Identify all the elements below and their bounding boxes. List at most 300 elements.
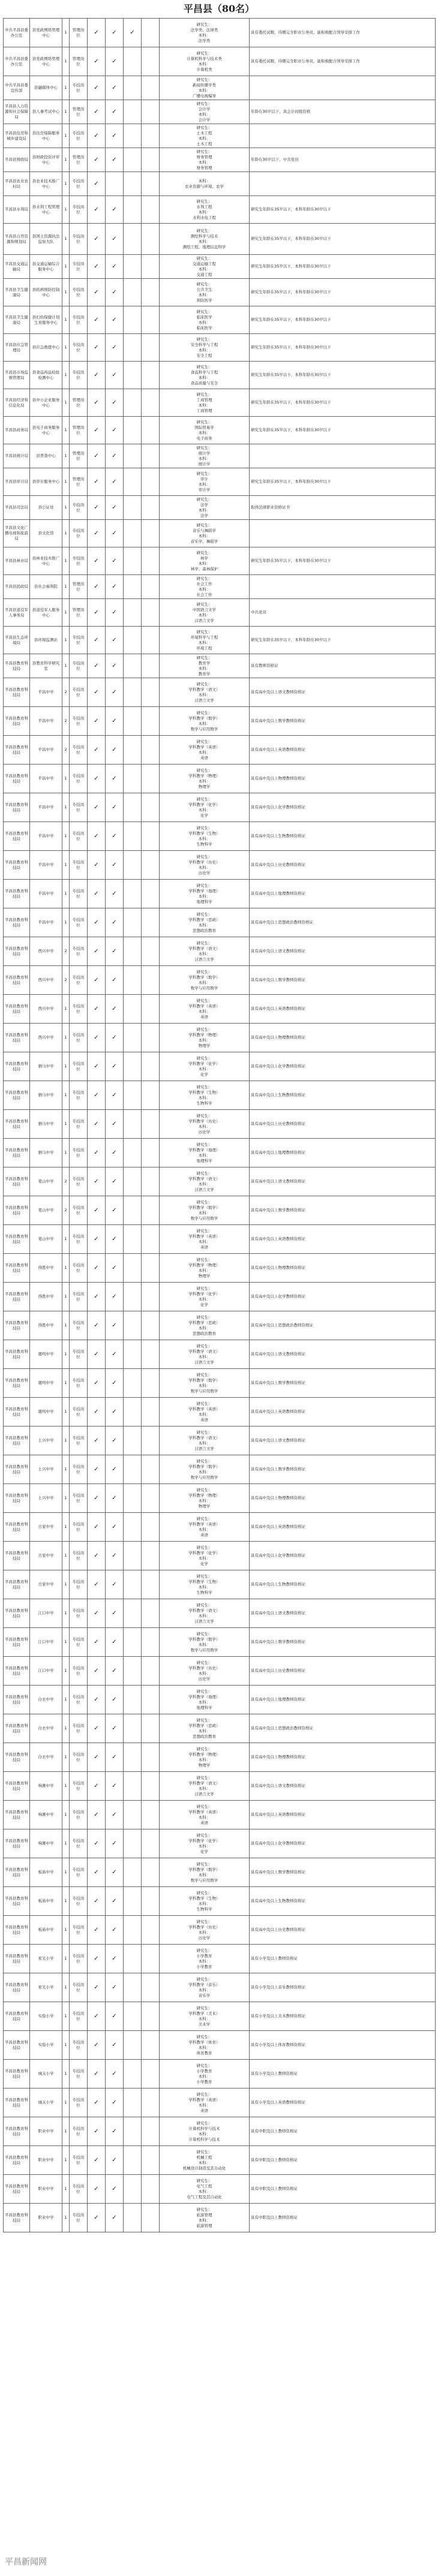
cell-type: 专技岗位 — [70, 851, 88, 880]
cell-check — [88, 995, 106, 1024]
cell-check — [106, 1196, 124, 1225]
cell-type: 专技岗位 — [70, 124, 88, 148]
check-icon: ✓ — [112, 529, 117, 537]
cell-check — [124, 2060, 142, 2089]
cell-count: 1 — [62, 2117, 70, 2146]
cell-check — [124, 1024, 142, 1052]
cell-check — [106, 1829, 124, 1858]
cell-check — [88, 1887, 106, 1916]
cell-check — [142, 2146, 160, 2175]
check-icon: ✓ — [112, 1753, 117, 1761]
check-icon: ✓ — [112, 316, 117, 323]
check-icon: ✓ — [94, 426, 99, 434]
cell-requirement: 研究生： 学科教学（生物） 本科： 生物科学 — [160, 822, 250, 851]
cell-check — [88, 172, 106, 196]
cell-check — [142, 1570, 160, 1599]
cell-check — [88, 1455, 106, 1484]
cell-requirement: 研究生： 学科教学（数学） 本科： 数学与应用数学 — [160, 1455, 250, 1484]
cell-org: 平昌中学 — [30, 678, 62, 707]
cell-check — [142, 47, 160, 76]
table-row — [4, 196, 436, 224]
check-icon: ✓ — [112, 557, 117, 564]
cell-check — [142, 2175, 160, 2204]
cell-check — [124, 1714, 142, 1743]
cell-requirement: 研究生： 学科教学（语文） 本科： 汉语言文学 — [160, 1167, 250, 1196]
cell-requirement: 研究生： 学科教学（化学） 本科： 化学 — [160, 1829, 250, 1858]
cell-type: 专技岗位 — [70, 1311, 88, 1340]
cell-requirement: 研究生： 新闻传播学类 本科： 广播电视编导 — [160, 76, 250, 100]
cell-check — [88, 100, 106, 124]
table-row — [4, 2089, 436, 2117]
cell-check — [106, 1916, 124, 1945]
cell-note: 具有高中及以上历史教师资格证 — [250, 851, 436, 880]
check-icon: ✓ — [112, 1322, 117, 1329]
cell-count: 1 — [62, 908, 70, 937]
check-icon: ✓ — [94, 1178, 99, 1185]
cell-check — [106, 124, 124, 148]
cell-note — [250, 124, 436, 148]
cell-requirement: 研究生： 学科教学（地理） 本科： 地理科学 — [160, 1139, 250, 1167]
cell-note: 具有中职及以上教师资格证 — [250, 2117, 436, 2146]
cell-org: 星光小学 — [30, 1945, 62, 1973]
cell-type: 专技岗位 — [70, 908, 88, 937]
cell-org: 县应急救援中心 — [30, 334, 62, 362]
cell-type: 专技岗位 — [70, 2060, 88, 2089]
cell-note: 具有高中及以上英语教师资格证 — [250, 1398, 436, 1427]
cell-check — [124, 793, 142, 822]
cell-check — [142, 1369, 160, 1398]
cell-type: 专技岗位 — [70, 793, 88, 822]
cell-type: 专技岗位 — [70, 1973, 88, 2002]
cell-type: 专技岗位 — [70, 2175, 88, 2204]
table-row — [4, 2175, 436, 2204]
check-icon: ✓ — [94, 2041, 99, 2048]
cell-check — [142, 1340, 160, 1369]
cell-unit: 平昌县经济和信息化局 — [4, 389, 30, 417]
cell-check — [142, 2117, 160, 2146]
cell-requirement: 研究生： 学科教学（物理） 本科： 物理学 — [160, 1484, 250, 1513]
check-icon: ✓ — [112, 947, 117, 955]
cell-requirement: 研究生： 电气工程 本科： 电气工程及其自动化 — [160, 2175, 250, 2204]
cell-count: 1 — [62, 389, 70, 417]
check-icon: ✓ — [112, 804, 117, 811]
cell-requirement: 研究生： 环境科学与工程 本科： 环境工程 — [160, 627, 250, 654]
cell-check — [106, 2002, 124, 2031]
cell-check — [142, 496, 160, 520]
table-row — [4, 334, 436, 362]
cell-note: 具有高中及以上语文教师资格证 — [250, 1599, 436, 1628]
check-icon: ✓ — [112, 452, 117, 459]
cell-note: 具有高中及以上语文教师资格证 — [250, 1340, 436, 1369]
cell-check — [88, 599, 106, 627]
cell-type: 专技岗位 — [70, 1714, 88, 1743]
cell-check — [142, 654, 160, 678]
check-icon: ✓ — [112, 1178, 117, 1185]
table-row — [4, 822, 436, 851]
cell-type: 专技岗位 — [70, 1916, 88, 1945]
cell-org: 县农业技术推广中心 — [30, 172, 62, 196]
cell-unit: 平昌县教育科技局 — [4, 1887, 30, 1916]
cell-check — [124, 1427, 142, 1455]
table-row — [4, 2060, 436, 2089]
cell-requirement: 研究生： 学科教学（英语） 本科： 英语 — [160, 1398, 250, 1427]
cell-note: 具有教师资格证 — [250, 654, 436, 678]
check-icon: ✓ — [112, 1149, 117, 1156]
table-row — [4, 1484, 436, 1513]
check-icon: ✓ — [112, 1264, 117, 1271]
cell-check — [106, 1801, 124, 1829]
cell-check — [124, 520, 142, 547]
table-row — [4, 937, 436, 966]
cell-org: 平昌中学 — [30, 822, 62, 851]
cell-requirement: 研究生： 学科教学（化学） 本科： 化学 — [160, 1283, 250, 1311]
check-icon: ✓ — [112, 1350, 117, 1358]
cell-count: 1 — [62, 599, 70, 627]
table-row — [4, 1398, 436, 1427]
cell-type: 专技岗位 — [70, 1801, 88, 1829]
cell-type: 专技岗位 — [70, 678, 88, 707]
cell-check — [88, 362, 106, 389]
cell-check — [142, 1657, 160, 1686]
cell-org: 城关小学 — [30, 2089, 62, 2117]
cell-requirement: 研究生： 学科教学（数学） 本科： 数学与应用数学 — [160, 1196, 250, 1225]
check-icon: ✓ — [112, 1840, 117, 1847]
cell-check — [88, 19, 106, 47]
cell-unit: 平昌县教育科技局 — [4, 1398, 30, 1427]
check-icon: ✓ — [112, 58, 117, 65]
cell-count: 1 — [62, 148, 70, 172]
check-icon: ✓ — [112, 344, 117, 351]
check-icon: ✓ — [112, 1782, 117, 1789]
cell-requirement: 研究生： 学科教学（思政） 本科： 思想政治教育 — [160, 1714, 250, 1743]
check-icon: ✓ — [112, 1897, 117, 1904]
cell-org: 县普查中心 — [30, 444, 62, 468]
cell-check — [124, 1973, 142, 2002]
cell-unit: 平昌县教育科技局 — [4, 880, 30, 908]
cell-check — [88, 1628, 106, 1657]
cell-check — [88, 2089, 106, 2117]
cell-check — [88, 1283, 106, 1311]
cell-check — [142, 100, 160, 124]
cell-count: 1 — [62, 1110, 70, 1139]
cell-org: 县水利工程管理中心 — [30, 196, 62, 224]
cell-check — [142, 1484, 160, 1513]
check-icon: ✓ — [94, 919, 99, 926]
cell-unit: 平昌县教育科技局 — [4, 1801, 30, 1829]
cell-check — [106, 1973, 124, 2002]
cell-check — [124, 2031, 142, 2060]
cell-type: 专技岗位 — [70, 822, 88, 851]
cell-check — [124, 2089, 142, 2117]
cell-org: 县退役军人服务中心 — [30, 599, 62, 627]
cell-check — [88, 1657, 106, 1686]
check-icon: ✓ — [94, 717, 99, 724]
cell-requirement: 研究生： 学科教学（历史） 本科： 历史学 — [160, 1657, 250, 1686]
check-icon: ✓ — [112, 1955, 117, 1962]
cell-note: 具有小学及以上体育教师资格证 — [250, 2031, 436, 2060]
cell-note: 具有高中及以上物理教师资格证 — [250, 1254, 436, 1283]
check-icon: ✓ — [112, 108, 117, 115]
table-row — [4, 1254, 436, 1283]
cell-check — [142, 707, 160, 736]
cell-requirement: 研究生： 水利工程 本科： 水利水电工程 — [160, 196, 250, 224]
cell-org: 县食品药品检验检测中心 — [30, 362, 62, 389]
cell-count: 1 — [62, 172, 70, 196]
table-row — [4, 306, 436, 334]
cell-check — [124, 1858, 142, 1887]
table-row — [4, 2204, 436, 2232]
cell-count: 1 — [62, 2089, 70, 2117]
cell-requirement: 研究生： 法学 本科： 法学 — [160, 496, 250, 520]
cell-check — [88, 822, 106, 851]
cell-requirement: 研究生： 林学 本科： 林学、森林保护 — [160, 547, 250, 575]
cell-check — [106, 765, 124, 793]
cell-note: 年龄在30岁以下，中共党员 — [250, 148, 436, 172]
cell-requirement: 研究生： 学科教学（化学） 本科： 化学 — [160, 793, 250, 822]
cell-note: 具有高中及以上地理教师资格证 — [250, 1139, 436, 1167]
cell-unit: 平昌县教育科技局 — [4, 2117, 30, 2146]
cell-check — [88, 908, 106, 937]
cell-requirement: 研究生： 计算机科学与技术 本科： 计算机科学与技术 — [160, 2117, 250, 2146]
check-icon: ✓ — [94, 1063, 99, 1070]
cell-check — [124, 1398, 142, 1427]
cell-count: 1 — [62, 1139, 70, 1167]
cell-check — [124, 172, 142, 196]
cell-check — [88, 1686, 106, 1714]
cell-check — [88, 2060, 106, 2089]
table-row — [4, 851, 436, 880]
cell-org: 板庙中学 — [30, 1858, 62, 1887]
cell-check — [88, 880, 106, 908]
cell-check — [88, 334, 106, 362]
cell-check — [106, 1484, 124, 1513]
cell-count: 1 — [62, 822, 70, 851]
check-icon: ✓ — [94, 1609, 99, 1617]
cell-requirement: 研究生： 交通运输工程 本科： 交通工程 — [160, 255, 250, 279]
cell-requirement: 研究生： 学科教学（物理） 本科： 物理学 — [160, 1024, 250, 1052]
cell-note: 具有高中及以上历史教师资格证 — [250, 1657, 436, 1686]
cell-type: 管理岗位 — [70, 444, 88, 468]
table-row — [4, 547, 436, 575]
cell-count: 2 — [62, 678, 70, 707]
cell-check — [124, 1139, 142, 1167]
cell-unit: 平昌县审计局 — [4, 468, 30, 496]
cell-type: 专技岗位 — [70, 736, 88, 765]
cell-check — [88, 736, 106, 765]
cell-note: 具有高中及以上数学教师资格证 — [250, 707, 436, 736]
cell-count: 1 — [62, 880, 70, 908]
cell-org: 县党政网络管理中心 — [30, 19, 62, 47]
cell-check — [106, 19, 124, 47]
cell-count: 1 — [62, 279, 70, 306]
cell-requirement: 研究生： 学科教学（物理） 本科： 物理学 — [160, 765, 250, 793]
table-row — [4, 1110, 436, 1139]
cell-check — [106, 1714, 124, 1743]
cell-check — [106, 1398, 124, 1427]
cell-check — [88, 444, 106, 468]
check-icon: ✓ — [94, 344, 99, 351]
cell-unit: 平昌县教育科技局 — [4, 1570, 30, 1599]
cell-check — [124, 306, 142, 334]
cell-check — [142, 468, 160, 496]
cell-note — [250, 444, 436, 468]
cell-check — [106, 1628, 124, 1657]
cell-requirement: 研究生： 学科教学（地理） 本科： 地理科学 — [160, 1686, 250, 1714]
cell-org: 县中小企业服务中心 — [30, 389, 62, 417]
check-icon: ✓ — [112, 609, 117, 616]
cell-unit: 平昌县教育科技局 — [4, 1283, 30, 1311]
cell-requirement: 研究生： 学科教学（思政） 本科： 思想政治教育 — [160, 1311, 250, 1340]
cell-count: 1 — [62, 1916, 70, 1945]
check-icon: ✓ — [112, 156, 117, 163]
cell-check — [142, 444, 160, 468]
cell-unit: 平昌县教育科技局 — [4, 966, 30, 995]
cell-check — [106, 1254, 124, 1283]
table-row — [4, 1283, 436, 1311]
cell-unit: 平昌县教育科技局 — [4, 1628, 30, 1657]
cell-requirement: 研究生： 学科教学（语文） 本科： 汉语言文学 — [160, 1340, 250, 1369]
cell-requirement: 研究生： 测绘科学与技术 本科： 测绘工程、地理信息科学 — [160, 224, 250, 255]
cell-org: 响滩中学 — [30, 1829, 62, 1858]
cell-count: 1 — [62, 1628, 70, 1657]
cell-type: 专技岗位 — [70, 1484, 88, 1513]
cell-requirement: 研究生： 小学教育 本科： 小学教育 — [160, 1945, 250, 1973]
cell-note: 年龄在30岁以下，具会计初级资格 — [250, 100, 436, 124]
cell-note: 具有高中及以上历史教师资格证 — [250, 1110, 436, 1139]
cell-note — [250, 520, 436, 547]
cell-requirement: 研究生： 法学类、法律类 本科： 法学类 — [160, 19, 250, 47]
cell-requirement: 研究生： 学科教学（数学） 本科： 数学与应用数学 — [160, 1858, 250, 1887]
cell-check — [124, 1513, 142, 1542]
cell-type: 专技岗位 — [70, 1945, 88, 1973]
cell-check — [88, 148, 106, 172]
cell-check — [142, 1686, 160, 1714]
cell-note: 具有高中及以上语文教师资格证 — [250, 1167, 436, 1196]
table-row — [4, 1945, 436, 1973]
cell-check — [142, 966, 160, 995]
cell-check — [142, 1714, 160, 1743]
cell-unit: 平昌县司法局 — [4, 496, 30, 520]
check-icon: ✓ — [94, 1437, 99, 1444]
cell-unit: 平昌县教育科技局 — [4, 1139, 30, 1167]
cell-unit: 平昌县民政局 — [4, 575, 30, 599]
cell-check — [124, 822, 142, 851]
cell-check — [106, 1599, 124, 1628]
table-row — [4, 172, 436, 196]
cell-check — [124, 1110, 142, 1139]
cell-check — [142, 736, 160, 765]
check-icon: ✓ — [112, 504, 117, 511]
table-row — [4, 2031, 436, 2060]
cell-count: 1 — [62, 1686, 70, 1714]
check-icon: ✓ — [112, 976, 117, 983]
cell-requirement: 本科： 农业资源与环境、农学 — [160, 172, 250, 196]
cell-note: 具有高中及以上思想政治教师资格证 — [250, 1714, 436, 1743]
check-icon: ✓ — [94, 1005, 99, 1012]
cell-unit: 平昌县教育科技局 — [4, 2002, 30, 2031]
table-row — [4, 1081, 436, 1110]
cell-type: 专技岗位 — [70, 1110, 88, 1139]
cell-requirement: 研究生： 学科教学（体育） 本科： 体育教育 — [160, 2031, 250, 2060]
check-icon: ✓ — [94, 529, 99, 537]
check-icon: ✓ — [112, 1034, 117, 1041]
cell-unit: 平昌县教育科技局 — [4, 1052, 30, 1081]
cell-count: 2 — [62, 707, 70, 736]
cell-type: 专技岗位 — [70, 937, 88, 966]
check-icon: ✓ — [112, 2156, 117, 2163]
cell-check — [142, 362, 160, 389]
cell-check — [88, 765, 106, 793]
cell-unit: 中共平昌县委宣传部 — [4, 76, 30, 100]
cell-count: 2 — [62, 1196, 70, 1225]
check-icon: ✓ — [112, 2185, 117, 2192]
cell-unit: 平昌县教育科技局 — [4, 1484, 30, 1513]
cell-requirement: 研究生： 学科教学（历史） 本科： 历史学 — [160, 1110, 250, 1139]
cell-org: 得胜中学 — [30, 1254, 62, 1283]
cell-org: 职业中学 — [30, 2146, 62, 2175]
cell-check — [142, 520, 160, 547]
cell-note: 具有高中及以上化学教师资格证 — [250, 1542, 436, 1570]
cell-check — [124, 627, 142, 654]
cell-count: 1 — [62, 496, 70, 520]
check-icon: ✓ — [112, 1667, 117, 1674]
cell-check — [142, 2204, 160, 2232]
check-icon: ✓ — [94, 2099, 99, 2106]
cell-count: 1 — [62, 2031, 70, 2060]
cell-check — [106, 1858, 124, 1887]
cell-org: 笔山中学 — [30, 1225, 62, 1254]
cell-type: 专技岗位 — [70, 1369, 88, 1398]
cell-check — [124, 496, 142, 520]
cell-check — [106, 196, 124, 224]
check-icon: ✓ — [112, 1408, 117, 1415]
cell-check — [106, 1686, 124, 1714]
cell-type: 专技岗位 — [70, 1024, 88, 1052]
check-icon: ✓ — [112, 583, 117, 590]
check-icon: ✓ — [94, 1322, 99, 1329]
table-row — [4, 47, 436, 76]
cell-check — [88, 124, 106, 148]
cell-count: 2 — [62, 937, 70, 966]
cell-type: 专技岗位 — [70, 2146, 88, 2175]
cell-check — [106, 2031, 124, 2060]
cell-check — [106, 880, 124, 908]
cell-check — [124, 255, 142, 279]
cell-check — [142, 822, 160, 851]
cell-note — [250, 575, 436, 599]
cell-check — [106, 1167, 124, 1196]
cell-org: 平昌中学 — [30, 793, 62, 822]
cell-check — [124, 2204, 142, 2232]
check-icon: ✓ — [112, 636, 117, 643]
check-icon: ✓ — [112, 861, 117, 868]
cell-note: 具有高中及以上物理教师资格证 — [250, 1484, 436, 1513]
cell-note: 具有小学及以上美术教师资格证 — [250, 2002, 436, 2031]
cell-requirement: 研究生： 学科教学（化学） 本科： 化学 — [160, 1542, 250, 1570]
cell-check — [106, 822, 124, 851]
cell-count: 1 — [62, 255, 70, 279]
cell-note: 具有高中及以上化学教师资格证 — [250, 1283, 436, 1311]
cell-check — [124, 47, 142, 76]
check-icon: ✓ — [94, 263, 99, 270]
cell-requirement: 研究生： 学科教学（历史） 本科： 历史学 — [160, 1916, 250, 1945]
cell-org: 土兴中学 — [30, 1484, 62, 1513]
cell-check — [88, 966, 106, 995]
cell-count: 1 — [62, 851, 70, 880]
cell-check — [106, 1772, 124, 1801]
cell-note: 具有高中及以上英语教师资格证 — [250, 1513, 436, 1542]
cell-count: 1 — [62, 1858, 70, 1887]
